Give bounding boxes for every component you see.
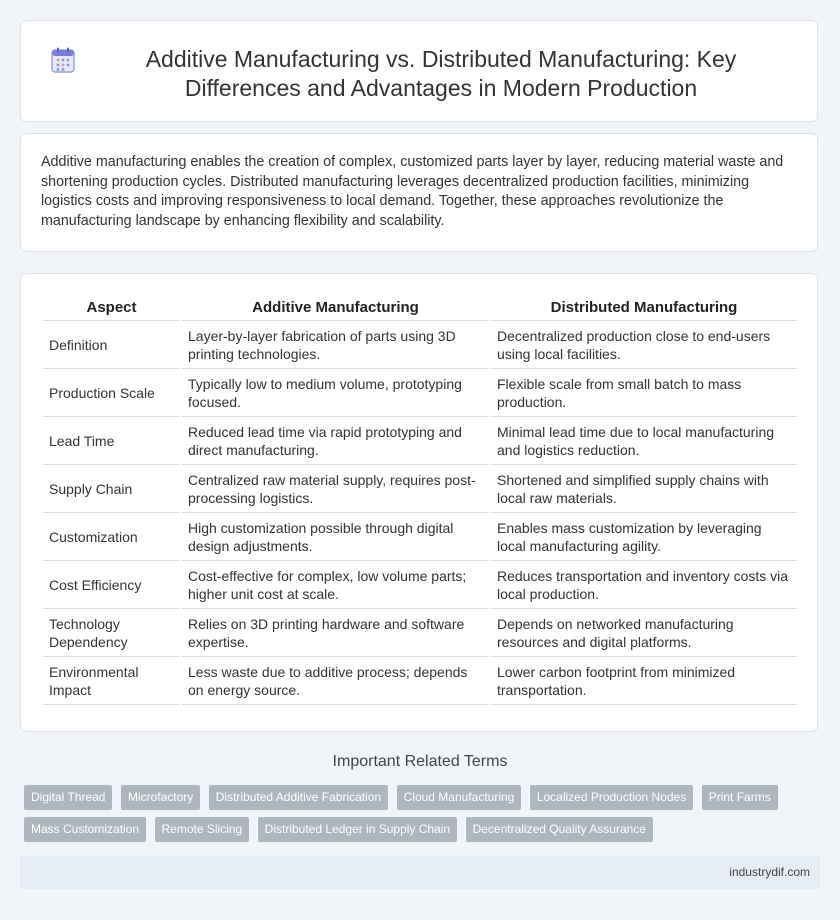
related-term-tag[interactable]: Cloud Manufacturing (397, 785, 522, 810)
column-header-aspect: Aspect (43, 296, 180, 321)
related-term-tag[interactable]: Microfactory (121, 785, 200, 810)
related-terms-list (24, 785, 804, 849)
footer-site[interactable]: industrydif.com (729, 865, 810, 879)
related-term-tag[interactable]: Distributed Ledger in Supply Chain (258, 817, 457, 842)
related-term-tag[interactable]: Print Farms (702, 785, 778, 810)
related-term-tag[interactable]: Remote Slicing (155, 817, 250, 842)
cell-distributed: Enables mass customization by leveraging local manufacturing agility. (491, 513, 797, 561)
cell-aspect: Cost Efficiency (43, 561, 180, 609)
cell-additive: Cost-effective for complex, low volume parts; higher unit cost at scale. (182, 561, 489, 609)
cell-distributed: Decentralized production close to end-users using local facilities. (491, 321, 797, 369)
column-header-distributed: Distributed Manufacturing (491, 296, 797, 321)
table-row (43, 369, 797, 417)
related-terms-heading: Important Related Terms (332, 753, 508, 770)
cell-additive: Less waste due to additive process; depends on energy source. (182, 657, 489, 705)
table-row (43, 561, 797, 609)
intro-card (20, 133, 818, 252)
cell-additive: Relies on 3D printing hardware and software expertise. (182, 609, 489, 657)
footer (20, 856, 820, 889)
page-title: Additive Manufacturing vs. Distributed Manufacturing: Key Differences and Advantages in Modern Production (145, 46, 737, 101)
column-header-additive: Additive Manufacturing (182, 296, 489, 321)
cell-distributed: Minimal lead time due to local manufacturing and logistics reduction. (491, 417, 797, 465)
comparison-card (20, 273, 818, 732)
table-row (43, 657, 797, 705)
cell-distributed: Depends on networked manufacturing resources and digital platforms. (491, 609, 797, 657)
cell-additive: Layer-by-layer fabrication of parts using 3D printing technologies. (182, 321, 489, 369)
cell-aspect: Lead Time (43, 417, 180, 465)
related-term-tag[interactable]: Mass Customization (24, 817, 146, 842)
cell-distributed: Shortened and simplified supply chains with local raw materials. (491, 465, 797, 513)
table-header-row (43, 296, 797, 321)
cell-aspect: Definition (43, 321, 180, 369)
related-term-tag[interactable]: Distributed Additive Fabrication (209, 785, 388, 810)
table-row (43, 321, 797, 369)
table-row (43, 513, 797, 561)
cell-additive: Typically low to medium volume, prototyping focused. (182, 369, 489, 417)
related-term-tag[interactable]: Decentralized Quality Assurance (466, 817, 653, 842)
table-row (43, 609, 797, 657)
cell-distributed: Lower carbon footprint from minimized transportation. (491, 657, 797, 705)
cell-aspect: Production Scale (43, 369, 180, 417)
intro-text: Additive manufacturing enables the creation of complex, customized parts layer by layer, reducing material waste and shortening production cycles. Distributed manufacturing leverages decentralized production facilities, minimizing logistics costs and improving responsiveness to local demand. Together, these approaches revolutionize the manufacturing landscape by enhancing flexibility and scalability. (41, 154, 784, 229)
table-row (43, 417, 797, 465)
cell-aspect: Customization (43, 513, 180, 561)
cell-additive: High customization possible through digital design adjustments. (182, 513, 489, 561)
cell-distributed: Flexible scale from small batch to mass production. (491, 369, 797, 417)
related-term-tag[interactable]: Localized Production Nodes (530, 785, 693, 810)
cell-additive: Reduced lead time via rapid prototyping and direct manufacturing. (182, 417, 489, 465)
cell-distributed: Reduces transportation and inventory costs via local production. (491, 561, 797, 609)
title-card (20, 20, 818, 122)
table-row (43, 465, 797, 513)
cell-aspect: Technology Dependency (43, 609, 180, 657)
cell-additive: Centralized raw material supply, requires post-processing logistics. (182, 465, 489, 513)
cell-aspect: Supply Chain (43, 465, 180, 513)
calendar-icon (51, 47, 75, 73)
comparison-table (41, 296, 799, 705)
related-term-tag[interactable]: Digital Thread (24, 785, 112, 810)
cell-aspect: Environmental Impact (43, 657, 180, 705)
